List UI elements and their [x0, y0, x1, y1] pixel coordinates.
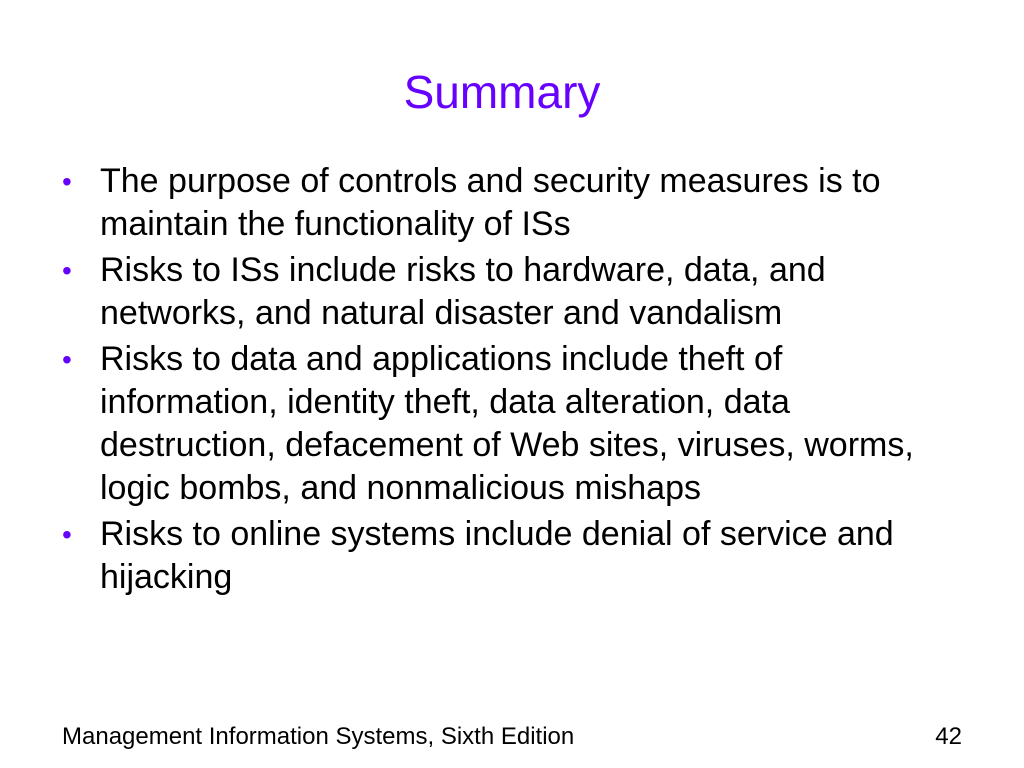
bullet-marker: • [62, 344, 72, 375]
bullet-item [58, 160, 938, 246]
slide-title: Summary [403, 66, 601, 118]
bullet-item [58, 249, 938, 335]
bullet-text: The purpose of controls and security measures is to maintain the functionality of ISs [100, 162, 881, 243]
footer-page-number: 42 [935, 723, 962, 750]
bullet-list [58, 160, 938, 602]
bullet-item [58, 338, 938, 510]
bullet-text: Risks to ISs include risks to hardware, data, and networks, and natural disaster and vandalism [100, 251, 826, 332]
bullet-item [58, 513, 938, 599]
bullet-marker: • [62, 166, 72, 197]
bullet-marker: • [62, 255, 72, 286]
bullet-text: Risks to data and applications include theft of information, identity theft, data alteration, data destruction, defacement of Web sites, viruses, worms, logic bombs, and nonmalicious mishaps [100, 340, 914, 507]
footer-book-title: Management Information Systems, Sixth Edition [62, 723, 575, 750]
bullet-text: Risks to online systems include denial of service and hijacking [100, 515, 894, 596]
bullet-marker: • [62, 519, 72, 550]
